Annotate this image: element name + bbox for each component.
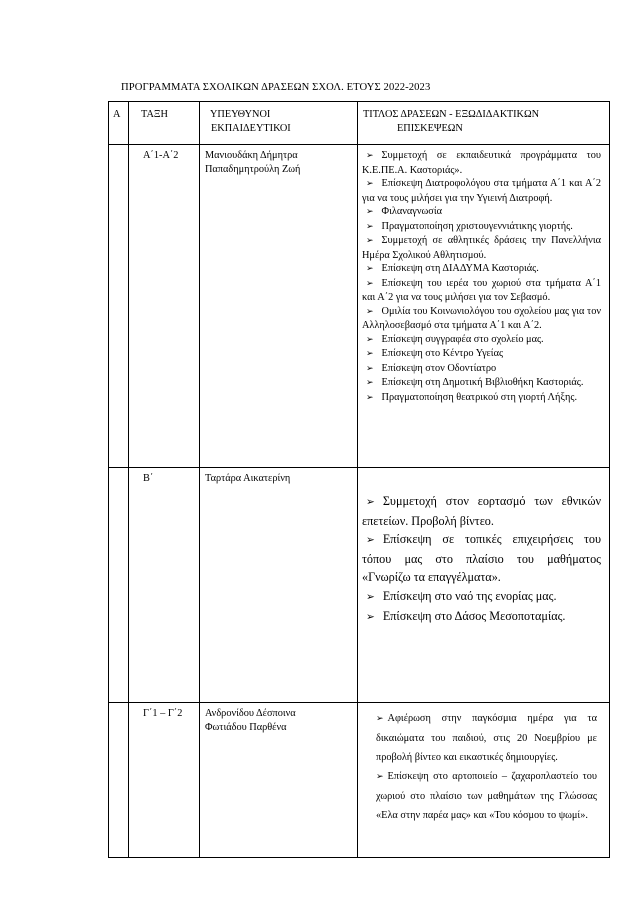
activity-list: [376, 709, 597, 825]
activity-list: [362, 149, 601, 405]
cell-a: [109, 703, 129, 858]
header-responsible-line1: ΥΠΕΥΘΥΝΟΙ: [210, 109, 271, 120]
activity-list: [362, 492, 601, 626]
activity-item: ➢ Επίσκεψη σε τοπικές επιχειρήσεις του τόπου μας στο πλαίσιο του μαθήματος «Γνωρίζω τα επαγγέλματα».: [362, 530, 601, 587]
activity-item: ➢ Επίσκεψη του ιερέα του χωριού στα τμήματα Α΄1 και Α΄2 για να τους μιλήσει για τον Σεβασμό.: [362, 277, 601, 305]
header-responsible: [200, 102, 358, 145]
cell-activities: [358, 468, 610, 703]
activity-item: ➢ Επίσκεψη στη Δημοτική Βιβλιοθήκη Καστοριάς.: [362, 376, 601, 391]
activity-item: ➢ Συμμετοχή στον εορτασμό των εθνικών επετείων. Προβολή βίντεο.: [362, 492, 601, 530]
header-a: Α: [109, 102, 129, 145]
activity-item: ➢ Ομιλία του Κοινωνιολόγου του σχολείου μας για τον Αλληλοσεβασμό στα τμήματα Α΄1 και Α΄2.: [362, 305, 601, 333]
table-row: [109, 703, 610, 858]
cell-activities: [358, 145, 610, 468]
cell-class: Β΄: [129, 468, 200, 703]
activity-item: ➢ Επίσκεψη στο Δάσος Μεσοποταμίας.: [362, 607, 601, 627]
activity-item: ➢ Επίσκεψη στο ναό της ενορίας μας.: [362, 587, 601, 607]
teacher-name: Ανδρονίδου Δέσποινα: [205, 708, 296, 719]
activity-item: ➢ Αφιέρωση στην παγκόσμια ημέρα για τα δικαιώματα του παιδιού, στις 20 Νοεμβρίου με προβολή βίντεο και εικαστικές δημιουργίες.: [376, 709, 597, 767]
teacher-name: Μανιουδάκη Δήμητρα: [205, 150, 298, 161]
activity-item: ➢ Επίσκεψη στο αρτοποιείο – ζαχαροπλαστείο του χωριού στο πλαίσιο των μαθημάτων της Γλώσσας «Ελα στην παρέα μας» και «Του κόσμου το ψωμί».: [376, 767, 597, 825]
activity-item: ➢ Φιλαναγνωσία: [362, 205, 601, 220]
activity-item: ➢ Επίσκεψη στη ΔΙΑΔΥΜΑ Καστοριάς.: [362, 262, 601, 277]
page-title: ΠΡΟΓΡΑΜΜΑΤΑ ΣΧΟΛΙΚΩΝ ΔΡΑΣΕΩΝ ΣΧΟΛ. ΕΤΟΥΣ 2022-2023: [121, 82, 431, 93]
header-activities-line2: ΕΠΙΣΚΕΨΕΩΝ: [397, 122, 463, 134]
header-activities: [358, 102, 610, 145]
header-responsible-line2: ΕΚΠΑΙΔΕΥΤΙΚΟΙ: [211, 122, 291, 134]
teacher-name: Παπαδημητρούλη Ζωή: [205, 163, 301, 175]
cell-activities: [358, 703, 610, 858]
activity-item: ➢ Πραγματοποίηση χριστουγεννιάτικης γιορτής.: [362, 220, 601, 235]
activity-item: ➢ Πραγματοποίηση θεατρικού στη γιορτή Λήξης.: [362, 391, 601, 406]
cell-class: Γ΄1 – Γ΄2: [129, 703, 200, 858]
activities-table: [108, 101, 610, 858]
table-header-row: [109, 102, 610, 145]
activity-item: ➢ Επίσκεψη στο Κέντρο Υγείας: [362, 347, 601, 362]
cell-teachers: [200, 703, 358, 858]
header-class: ΤΑΞΗ: [129, 102, 200, 145]
teacher-name: Ταρτάρα Αικατερίνη: [205, 473, 291, 484]
activity-item: ➢ Επίσκεψη Διατροφολόγου στα τμήματα Α΄1 και Α΄2 για να τους μιλήσει για την Υγιεινή Διατροφή.: [362, 177, 601, 205]
activity-item: ➢ Επίσκεψη στον Οδοντίατρο: [362, 362, 601, 377]
activity-item: ➢ Συμμετοχή σε εκπαιδευτικά προγράμματα του Κ.Ε.ΠΕ.Α. Καστοριάς».: [362, 149, 601, 177]
cell-class: Α΄1-Α΄2: [129, 145, 200, 468]
teacher-name: Φωτιάδου Παρθένα: [205, 721, 287, 733]
table-row: [109, 145, 610, 468]
activity-item: ➢ Συμμετοχή σε αθλητικές δράσεις την Πανελλήνια Ημέρα Σχολικού Αθλητισμού.: [362, 234, 601, 262]
cell-a: [109, 145, 129, 468]
cell-teachers: [200, 468, 358, 703]
cell-a: [109, 468, 129, 703]
header-activities-line1: ΤΙΤΛΟΣ ΔΡΑΣΕΩΝ - ΕΞΩΔΙΔΑΚΤΙΚΩΝ: [363, 109, 540, 120]
table-row: [109, 468, 610, 703]
cell-teachers: [200, 145, 358, 468]
activity-item: ➢ Επίσκεψη συγγραφέα στο σχολείο μας.: [362, 333, 601, 348]
